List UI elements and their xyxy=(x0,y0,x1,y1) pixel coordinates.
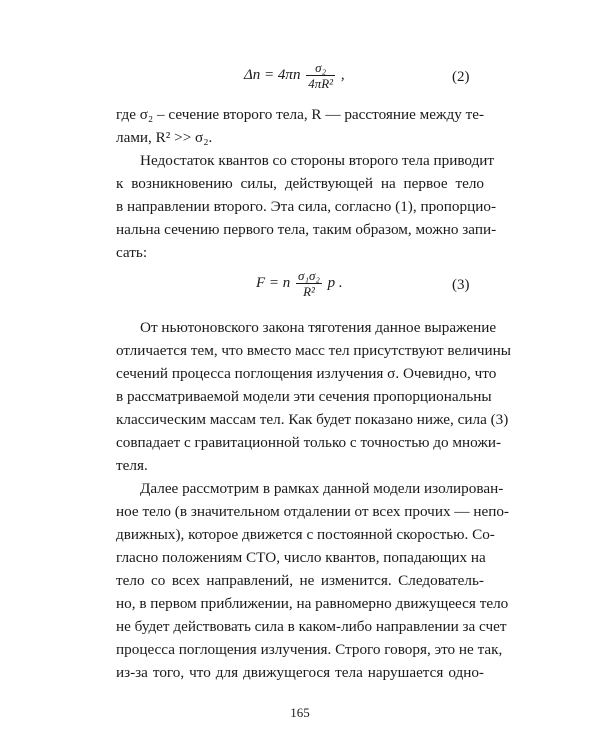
equation-2-denominator: 4πR² xyxy=(308,76,334,91)
text-line: классическим массам тел. Как будет показано ниже, сила (3) xyxy=(116,411,509,428)
text-line: гласно положениям СТО, число квантов, попадающих на xyxy=(116,549,486,566)
equation-3-number: (3) xyxy=(452,277,470,293)
text-line: отличается тем, что вместо масс тел присутствуют величины xyxy=(116,342,511,359)
text-line: сать: xyxy=(116,244,148,261)
text-line: Далее рассмотрим в рамках данной модели изолирован- xyxy=(140,480,504,497)
text-line: в направлении второго. Эта сила, согласно (1), пропорцио- xyxy=(116,198,496,215)
equation-3-numerator: σ₁σ₂ xyxy=(298,268,320,283)
equation-2 xyxy=(244,60,345,91)
equation-2-lhs: Δn = 4πn xyxy=(244,66,301,83)
page-number: 165 xyxy=(290,705,310,720)
text-line: От ньютоновского закона тяготения данное выражение xyxy=(140,319,497,336)
equation-2-tail: , xyxy=(340,66,345,83)
text-line: к возникновению силы, действующей на первое тело xyxy=(116,175,484,192)
text-line: из-за того, что для движущегося тела нарушается одно- xyxy=(116,664,484,681)
equation-3-denominator: R² xyxy=(303,284,315,299)
text-line: нальна сечению первого тела, таким образом, можно запи- xyxy=(116,221,497,238)
text-line: но, в первом приближении, на равномерно движущееся тело xyxy=(116,595,509,612)
text-line: сечений процесса поглощения излучения σ. Очевидно, что xyxy=(116,365,497,382)
text-line: совпадает с гравитационной только с точностью до множи- xyxy=(116,434,502,451)
text-line: ное тело (в значительном отдалении от всех прочих — непо- xyxy=(116,503,509,520)
equation-2-numerator: σ₂ xyxy=(306,60,335,76)
equation-2-fraction xyxy=(306,60,335,91)
text-line: теля. xyxy=(116,457,148,474)
equation-3-tail: p . xyxy=(327,274,343,291)
text-line: где σ₂ – сечение второго тела, R — расстояние между те- xyxy=(116,106,485,123)
text-line: тело со всех направлений, не изменится. Следователь- xyxy=(116,572,484,589)
text-line: движных), которое движется с постоянной скоростью. Со- xyxy=(116,526,495,543)
text-line: процесса поглощения излучения. Строго говоря, это не так, xyxy=(116,641,503,658)
text-line: лами, R² >> σ₂. xyxy=(116,129,213,146)
equation-2-number: (2) xyxy=(452,69,470,85)
text-line: не будет действовать сила в каком-либо направлении за счет xyxy=(116,618,507,635)
equation-3-fraction xyxy=(296,268,322,299)
equation-3-lhs: F = n xyxy=(256,274,291,291)
text-line: Недостаток квантов со стороны второго тела приводит xyxy=(140,152,495,169)
text-line: в рассматриваемой модели эти сечения пропорциональны xyxy=(116,388,492,405)
equation-3 xyxy=(256,268,343,299)
